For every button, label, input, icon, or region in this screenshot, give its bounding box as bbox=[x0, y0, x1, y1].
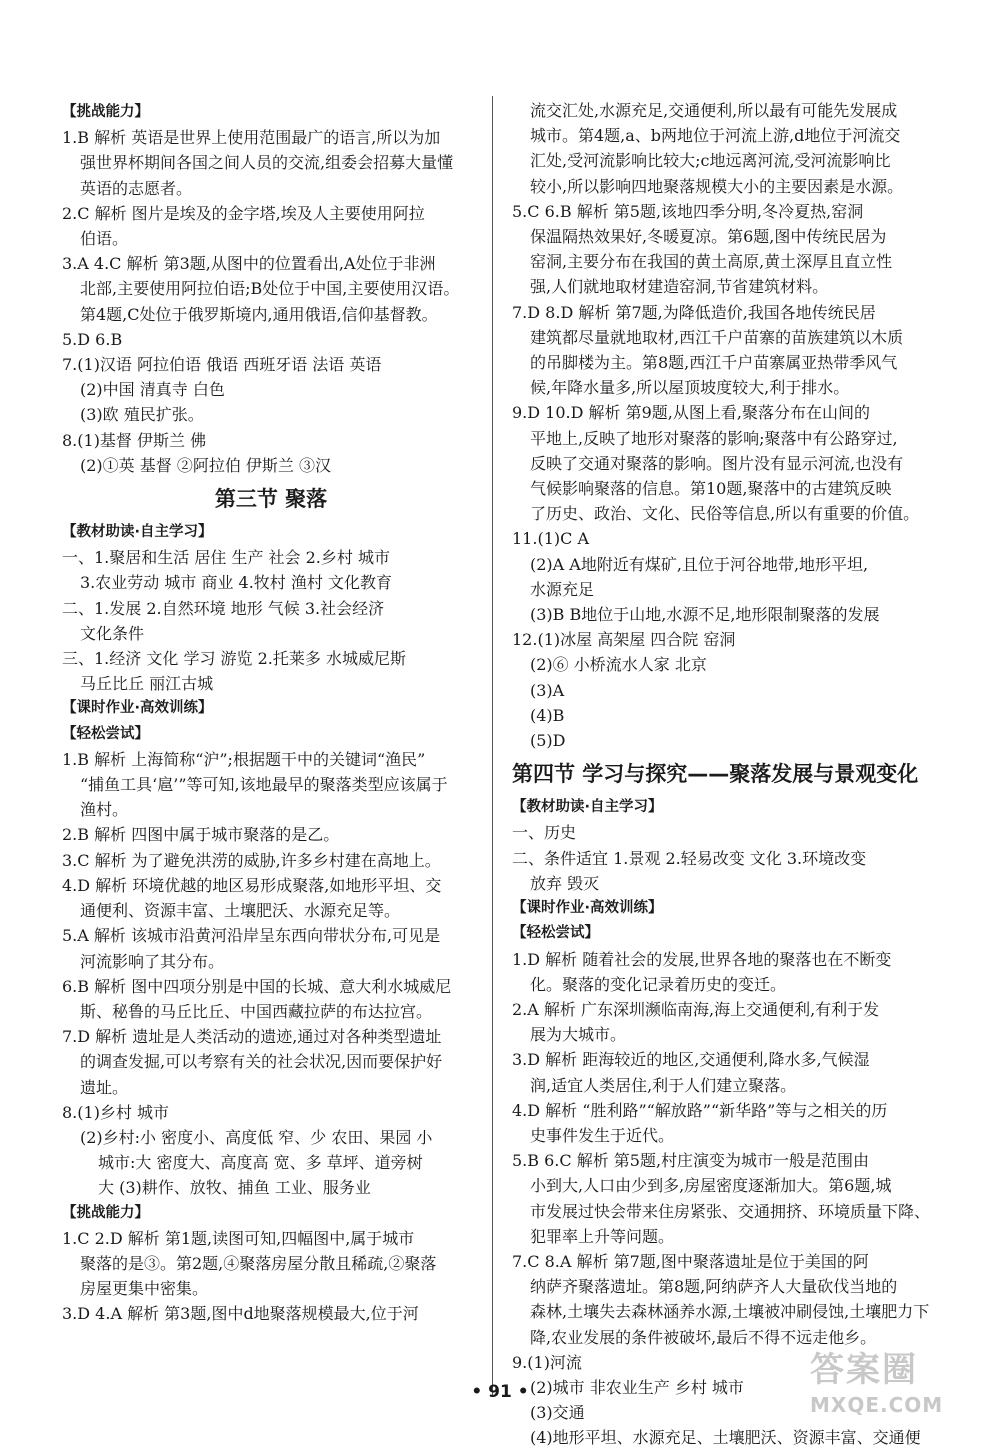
text-line: 的调查发掘,可以考察有关的社会状况,因而要保护好 bbox=[80, 1052, 443, 1072]
text-line: (3)A bbox=[530, 680, 565, 700]
text-line: (3)欧 殖民扩张。 bbox=[80, 405, 204, 425]
text-line: 3.D 4.A 解析 第3题,图中d地聚落规模最大,位于河 bbox=[62, 1304, 419, 1324]
text-line: 12.(1)冰屋 高架屋 四合院 窑洞 bbox=[512, 630, 736, 650]
text-line: 汇处,受河流影响比较大;c地远离河流,受河流影响比 bbox=[530, 151, 891, 171]
text-line: 展为大城市。 bbox=[530, 1025, 627, 1045]
section-label: 【挑战能力】 bbox=[62, 104, 149, 120]
watermark-logo bbox=[810, 1342, 990, 1432]
text-line: (4)地形平坦、水源充足、土壤肥沃、资源丰富、交通便 bbox=[530, 1428, 921, 1448]
text-line: 1.B 解析 上海简称“沪”;根据题干中的关键词“渔民” bbox=[62, 749, 426, 769]
text-line: 11.(1)C A bbox=[512, 529, 589, 549]
text-line: 润,适宜人类居住,利于人们建立聚落。 bbox=[530, 1075, 797, 1095]
section-label: 【课时作业·高效训练】 bbox=[62, 700, 213, 717]
text-line: 5.B 6.C 解析 第5题,村庄演变为城市一般是范围由 bbox=[512, 1151, 870, 1171]
text-line: 房屋更集中密集。 bbox=[80, 1279, 209, 1299]
text-line: 7.C 8.A 解析 第7题,图中聚落遗址是位于美国的阿 bbox=[512, 1251, 869, 1271]
text-line: 9.D 10.D 解析 第9题,从图上看,聚落分布在山间的 bbox=[512, 403, 870, 423]
text-line: 反映了交通对聚落的影响。图片没有显示河流,也没有 bbox=[530, 453, 904, 473]
text-line: 大 (3)耕作、放牧、捕鱼 工业、服务业 bbox=[98, 1178, 371, 1198]
text-line: 3.D 解析 距海较近的地区,交通便利,降水多,气候湿 bbox=[512, 1050, 870, 1070]
text-line: 8.(1)乡村 城市 bbox=[62, 1102, 170, 1122]
text-line: 候,年降水量多,所以屋顶坡度较大,利于排水。 bbox=[530, 378, 850, 398]
text-line: 强世界杯期间各国之间人员的交流,组委会招募大量懂 bbox=[80, 153, 454, 173]
left-column bbox=[62, 100, 480, 1327]
text-line: 城市。第4题,a、b两地位于河流上游,d地位于河流交 bbox=[530, 126, 901, 146]
text-line: (2)城市 非农业生产 乡村 城市 bbox=[530, 1377, 744, 1397]
text-line: 3.A 4.C 解析 第3题,从图中的位置看出,A处位于非洲 bbox=[62, 254, 436, 274]
text-line: 纳萨齐聚落遗址。第8题,阿纳萨齐人大量砍伐当地的 bbox=[530, 1277, 898, 1297]
text-line: 伯语。 bbox=[80, 229, 129, 249]
page-number: • 91 • bbox=[471, 1382, 529, 1402]
text-line: 4.D 解析 环境优越的地区易形成聚落,如地形平坦、交 bbox=[62, 875, 442, 895]
text-line: 史事件发生于近代。 bbox=[530, 1125, 675, 1145]
text-line: 平地上,反映了地形对聚落的影响;聚落中有公路穿过, bbox=[530, 428, 898, 448]
section-label: 【课时作业·高效训练】 bbox=[512, 900, 663, 917]
text-line: (2)⑥ 小桥流水人家 北京 bbox=[530, 655, 707, 675]
text-line: 3.农业劳动 城市 商业 4.牧村 渔村 文化教育 bbox=[80, 573, 392, 593]
text-line: 的吊脚楼为主。第8题,西江千户苗寨属亚热带季风气 bbox=[530, 353, 898, 373]
text-line: (4)B bbox=[530, 705, 565, 725]
text-line: 第4题,C处位于俄罗斯境内,通用俄语,信仰基督教。 bbox=[80, 304, 438, 324]
section-title: 第三节 聚落 bbox=[214, 487, 328, 512]
text-line: 2.B 解析 四图中属于城市聚落的是乙。 bbox=[62, 825, 340, 845]
text-line: 英语的志愿者。 bbox=[80, 178, 193, 198]
text-line: 了历史、政治、文化、民俗等信息,所以有重要的价值。 bbox=[530, 504, 920, 524]
section-label: 【轻松尝试】 bbox=[512, 925, 599, 942]
text-line: 气候影响聚落的信息。第10题,聚落中的古建筑反映 bbox=[530, 479, 892, 499]
text-line: 北部,主要使用阿拉伯语;B处位于中国,主要使用汉语。 bbox=[80, 279, 460, 299]
text-line: 2.A 解析 广东深圳濒临南海,海上交通便利,有利于发 bbox=[512, 999, 880, 1019]
text-line: 二、条件适宜 1.景观 2.轻易改变 文化 3.环境改变 bbox=[512, 848, 867, 868]
text-line: 较小,所以影响四地聚落规模大小的主要因素是水源。 bbox=[530, 176, 904, 196]
text-line: 7.(1)汉语 阿拉伯语 俄语 西班牙语 法语 英语 bbox=[62, 355, 382, 375]
text-line: 遗址。 bbox=[80, 1077, 129, 1097]
text-line: 森林,土壤失去森林涵养水源,土壤被冲刷侵蚀,土壤肥力下 bbox=[530, 1302, 930, 1322]
text-line: 4.D 解析 “胜利路”“解放路”“新华路”等与之相关的历 bbox=[512, 1100, 888, 1120]
text-line: 5.C 6.B 解析 第5题,该地四季分明,冬冷夏热,窑洞 bbox=[512, 201, 864, 221]
text-line: 一、1.聚居和生活 居住 生产 社会 2.乡村 城市 bbox=[62, 548, 390, 568]
text-line: 1.C 2.D 解析 第1题,读图可知,四幅图中,属于城市 bbox=[62, 1228, 415, 1248]
text-line: 1.B 解析 英语是世界上使用范围最广的语言,所以为加 bbox=[62, 128, 441, 148]
text-line: (2)中国 清真寺 白色 bbox=[80, 380, 225, 400]
text-line: 城市:大 密度大、高度高 宽、多 草坪、道旁树 bbox=[98, 1153, 423, 1173]
section-label: 【教材助读·自主学习】 bbox=[62, 524, 213, 541]
text-line: 7.D 解析 遗址是人类活动的遗迹,通过对各种类型遗址 bbox=[62, 1027, 442, 1047]
text-line: (5)D bbox=[530, 731, 566, 751]
text-line: 流交汇处,水源充足,交通便利,所以最有可能先发展成 bbox=[530, 101, 898, 120]
watermark-line2: MXQE.COM bbox=[810, 1393, 944, 1417]
text-line: 犯罪率上升等问题。 bbox=[530, 1226, 675, 1246]
text-line: 降,农业发展的条件被破坏,最后不得不远走他乡。 bbox=[530, 1327, 877, 1347]
text-line: 窑洞,主要分布在我国的黄土高原,黄土深厚且直立性 bbox=[530, 252, 893, 272]
text-line: 市发展过快会带来住房紧张、交通拥挤、环境质量下降、 bbox=[530, 1201, 931, 1221]
text-line: 7.D 8.D 解析 第7题,为降低造价,我国各地传统民居 bbox=[512, 302, 876, 322]
text-line: 二、1.发展 2.自然环境 地形 气候 3.社会经济 bbox=[62, 598, 385, 618]
text-line: 建筑都尽量就地取材,西江千户苗寨的苗族建筑以木质 bbox=[530, 327, 904, 347]
text-line: 5.A 解析 该城市沿黄河沿岸呈东西向带状分布,可见是 bbox=[62, 926, 441, 946]
section-label: 【挑战能力】 bbox=[62, 1204, 149, 1221]
text-line: (3)B B地位于山地,水源不足,地形限制聚落的发展 bbox=[530, 605, 880, 625]
text-line: 2.C 解析 图片是埃及的金字塔,埃及人主要使用阿拉 bbox=[62, 203, 425, 223]
text-line: 6.B 解析 图中四项分别是中国的长城、意大利水城威尼 bbox=[62, 976, 452, 996]
text-line: 聚落的是③。第2题,④聚落房屋分散且稀疏,②聚落 bbox=[80, 1253, 437, 1273]
text-line: “捕鱼工具‘扈’”等可知,该地最早的聚落类型应该属于 bbox=[80, 775, 448, 795]
text-line: 文化条件 bbox=[80, 623, 145, 643]
text-line: (2)A A地附近有煤矿,且位于河谷地带,地形平坦, bbox=[530, 554, 869, 574]
text-line: (3)交通 bbox=[530, 1403, 585, 1423]
text-line: 渔村。 bbox=[80, 800, 129, 820]
text-line: 9.(1)河流 bbox=[512, 1352, 582, 1372]
section-title: 第四节 学习与探究——聚落发展与景观变化 bbox=[512, 762, 919, 787]
text-line: 河流影响了其分布。 bbox=[80, 951, 225, 971]
text-line: 8.(1)基督 伊斯兰 佛 bbox=[62, 430, 207, 450]
text-line: 三、1.经济 文化 学习 游览 2.托莱多 水城威尼斯 bbox=[62, 649, 406, 669]
watermark-line1: 答案圈 bbox=[810, 1350, 918, 1390]
text-line: (2)①英 基督 ②阿拉伯 伊斯兰 ③汉 bbox=[80, 455, 332, 475]
text-line: 小到大,人口由少到多,房屋密度逐渐加大。第6题,城 bbox=[530, 1176, 892, 1196]
text-line: 斯、秘鲁的马丘比丘、中国西藏拉萨的布达拉宫。 bbox=[80, 1001, 433, 1021]
text-line: (2)乡村:小 密度小、高度低 窄、少 农田、果园 小 bbox=[80, 1127, 433, 1147]
text-line: 化。聚落的变化记录着历史的变迁。 bbox=[530, 974, 787, 994]
text-line: 5.D 6.B bbox=[62, 329, 123, 349]
text-line: 保温隔热效果好,冬暖夏凉。第6题,图中传统民居为 bbox=[530, 227, 887, 247]
right-column bbox=[512, 98, 942, 1451]
text-line: 水源充足 bbox=[530, 579, 595, 599]
text-line: 通便利、资源丰富、土壤肥沃、水源充足等。 bbox=[80, 901, 401, 921]
column-divider bbox=[492, 96, 493, 1396]
text-line: 1.D 解析 随着社会的发展,世界各地的聚落也在不断变 bbox=[512, 949, 892, 969]
text-line: 强,人们就地取材建造窑洞,节省建筑材料。 bbox=[530, 277, 829, 297]
text-line: 放弃 毁灭 bbox=[530, 873, 600, 893]
text-line: 3.C 解析 为了避免洪涝的威胁,许多乡村建在高地上。 bbox=[62, 850, 441, 870]
text-line: 一、历史 bbox=[512, 823, 577, 843]
section-label: 【教材助读·自主学习】 bbox=[512, 799, 663, 816]
section-label: 【轻松尝试】 bbox=[62, 725, 149, 742]
text-line: 马丘比丘 丽江古城 bbox=[80, 674, 214, 694]
